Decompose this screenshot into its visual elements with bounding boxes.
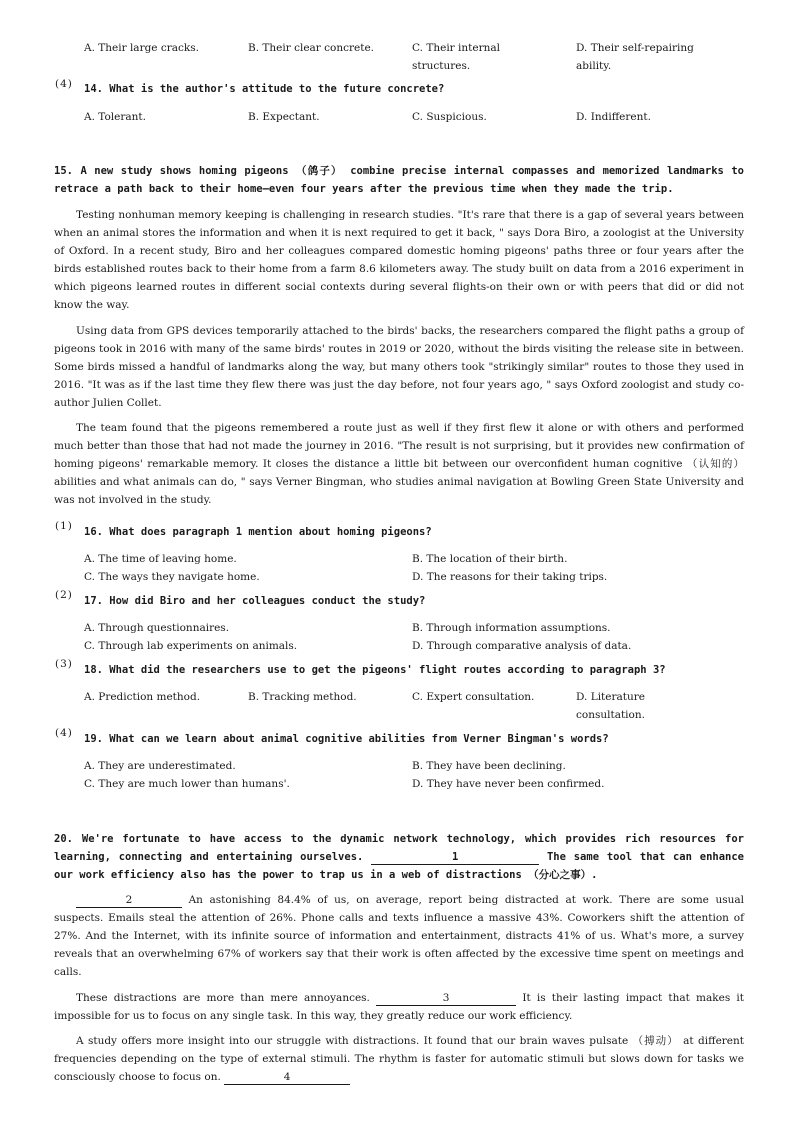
- passage15-paragraph-2: Using data from GPS devices temporarily attached to the birds' backs, the researchers compared the flight paths a group of pigeons took in 2016 with many of the same birds' routes in 2019 or 2020, without the birds visiting the release site in between. Some birds missed a handful of landmarks along the way, but many others took "strikingly similar" routes to those they used in 2016. "It was as if the last time they flew there was just the day before, not four years ago, " says Oxford zoologist and study co-author Julien Collet.: [54, 325, 744, 409]
- passage20-paragraph-2: [54, 989, 744, 1025]
- q17-option-d[interactable]: D. Through comparative analysis of data.: [412, 640, 632, 652]
- passage20-paragraph-3: [54, 1032, 744, 1086]
- q14-text: 14. What is the author's attitude to the future concrete?: [84, 83, 445, 95]
- top-option-c[interactable]: C. Their internal structures.: [412, 42, 500, 72]
- passage20-stem-part2: The same tool that can enhance our work efficiency also has the power to trap us in a web of distractions （分心之事）.: [54, 851, 745, 881]
- q19-option-b[interactable]: B. They have been declining.: [412, 760, 566, 772]
- q19-number: (4): [55, 727, 73, 739]
- top-option-a[interactable]: A. Their large cracks.: [84, 42, 199, 54]
- q16-text: 16. What does paragraph 1 mention about homing pigeons?: [84, 526, 432, 538]
- blank-4[interactable]: 4: [224, 1071, 350, 1085]
- passage20-paragraph-2-part2: It is their lasting impact that makes it impossible for us to focus on any single task. In this way, they greatly reduce our work efficiency.: [54, 992, 744, 1022]
- passage15-paragraph-1: Testing nonhuman memory keeping is challenging in research studies. "It's rare that there is a gap of several years between when an animal stores the information and when it is next required to get it back, " says Dora Biro, a zoologist at the University of Oxford. In a recent study, Biro and her colleagues compared domestic homing pigeons' paths three or four years after the birds established routes back to their home from a farm 8.6 kilometers away. The study built on data from a 2016 experiment in which pigeons learned routes in different social contexts during several flights-on their own or with peers that did or did not know the way.: [54, 209, 744, 311]
- q16-option-a[interactable]: A. The time of leaving home.: [84, 553, 237, 565]
- q18-option-a[interactable]: A. Prediction method.: [84, 691, 201, 703]
- q17-number: (2): [55, 589, 73, 601]
- q14-number: (4): [55, 78, 73, 90]
- q18-text: 18. What did the researchers use to get the pigeons' flight routes according to paragraph 3?: [84, 664, 666, 676]
- q17-option-c[interactable]: C. Through lab experiments on animals.: [84, 640, 298, 652]
- q18-option-c[interactable]: C. Expert consultation.: [412, 691, 535, 703]
- q16-option-c[interactable]: C. The ways they navigate home.: [84, 571, 260, 583]
- q14-option-b[interactable]: B. Expectant.: [248, 111, 320, 123]
- q16-option-d[interactable]: D. The reasons for their taking trips.: [412, 571, 608, 583]
- q14-option-a[interactable]: A. Tolerant.: [84, 111, 146, 123]
- q19-option-a[interactable]: A. They are underestimated.: [84, 760, 236, 772]
- passage20-stem-part1: 20. We're fortunate to have access to the dynamic network technology, which provides rich resources for learning, connecting and entertaining ourselves.: [54, 833, 744, 863]
- q19-option-d[interactable]: D. They have never been confirmed.: [412, 778, 605, 790]
- passage20-stem: [54, 830, 744, 884]
- q17-option-a[interactable]: A. Through questionnaires.: [84, 622, 230, 634]
- passage20-paragraph-1: [54, 891, 744, 981]
- blank-3[interactable]: 3: [376, 992, 516, 1006]
- top-option-d[interactable]: D. Their self-repairing ability.: [576, 42, 694, 72]
- q19-option-c[interactable]: C. They are much lower than humans'.: [84, 778, 290, 790]
- q17-text: 17. How did Biro and her colleagues conduct the study?: [84, 595, 426, 607]
- q17-option-b[interactable]: B. Through information assumptions.: [412, 622, 611, 634]
- q16-number: (1): [55, 520, 73, 532]
- passage20-paragraph-2-part1: These distractions are more than mere annoyances.: [76, 992, 370, 1004]
- passage15-stem: 15. A new study shows homing pigeons （鸽子） combine precise internal compasses and memorized landmarks to retrace a path back to their home—even four years after the previous time when they made the trip.: [54, 165, 744, 195]
- q18-option-d[interactable]: D. Literature consultation.: [576, 691, 645, 721]
- q14-option-d[interactable]: D. Indifferent.: [576, 111, 651, 123]
- passage15-paragraph-3: The team found that the pigeons remembered a route just as well if they first flew it alone or with others and performed much better than those that had not made the journey in 2016. "The result is not surprising, but it provides new confirmation of homing pigeons' remarkable memory. It closes the distance a little bit between our overconfident human cognitive （认知的） abilities and what animals can do, " says Verner Bingman, who studies animal navigation at Bowling Green State University and was not involved in the study.: [54, 422, 744, 506]
- q19-text: 19. What can we learn about animal cognitive abilities from Verner Bingman's words?: [84, 733, 609, 745]
- top-option-b[interactable]: B. Their clear concrete.: [248, 42, 375, 54]
- q16-option-b[interactable]: B. The location of their birth.: [412, 553, 568, 565]
- q18-option-b[interactable]: B. Tracking method.: [248, 691, 357, 703]
- blank-2[interactable]: 2: [76, 894, 182, 908]
- passage20-paragraph-3-text: A study offers more insight into our struggle with distractions. It found that our brain waves pulsate （搏动） at different frequencies depending on the type of external stimuli. The rhythm is faster for automatic stimuli but slows down for tasks we consciously choose to focus on.: [54, 1035, 744, 1083]
- passage20-paragraph-1-text: An astonishing 84.4% of us, on average, report being distracted at work. There are some usual suspects. Emails steal the attention of 26%. Phone calls and texts influence a massive 43%. Coworkers shift the attention of 27%. And the Internet, with its infinite source of information and entertainment, distracts 41% of us. What's more, a survey reveals that an overwhelming 67% of workers say that their work is often affected by the excessive time spent on meetings and calls.: [54, 894, 744, 978]
- q18-number: (3): [55, 658, 73, 670]
- q14-option-c[interactable]: C. Suspicious.: [412, 111, 487, 123]
- blank-1[interactable]: 1: [371, 851, 539, 865]
